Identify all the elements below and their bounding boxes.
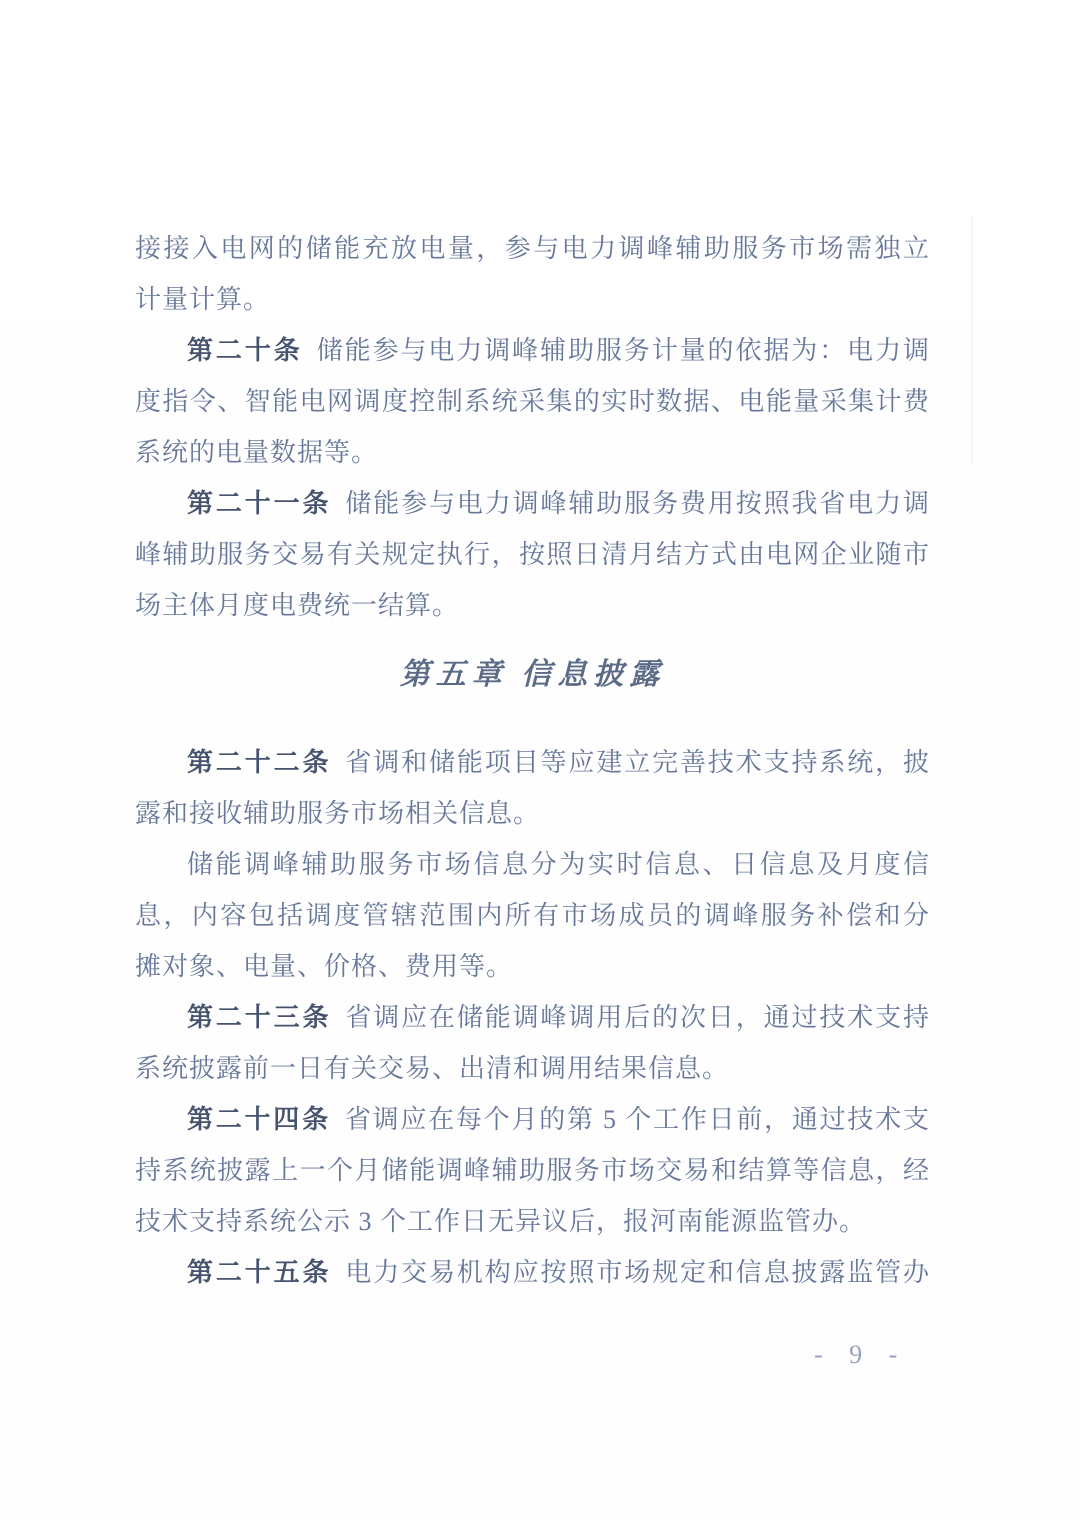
text-run: 省调应在每个月的第 5 个工作日前，通过技术支 — [344, 1105, 930, 1134]
article-number: 第二十五条 — [187, 1257, 332, 1287]
text-line — [135, 580, 930, 631]
text-line — [135, 1043, 930, 1094]
text-line — [135, 1145, 930, 1196]
article-number: 第二十三条 — [187, 1002, 332, 1032]
text-line — [135, 427, 930, 478]
text-run: 省调应在储能调峰调用后的次日，通过技术支持 — [345, 1003, 930, 1032]
text-line — [135, 1247, 930, 1298]
text-run: 系统披露前一日有关交易、出清和调用结果信息。 — [135, 1054, 730, 1083]
article-number: 第二十二条 — [187, 747, 332, 777]
text-run: 第五章 信息披露 — [399, 658, 666, 691]
text-line — [135, 1196, 930, 1247]
document-text-block — [135, 223, 930, 1298]
text-run: 峰辅助服务交易有关规定执行，按照日清月结方式由电网企业随市 — [135, 540, 930, 569]
text-run: 息，内容包括调度管辖范围内所有市场成员的调峰服务补偿和分 — [135, 901, 930, 930]
text-run: 持系统披露上一个月储能调峰辅助服务市场交易和结算等信息，经 — [135, 1156, 930, 1185]
text-run: 接接入电网的储能充放电量，参与电力调峰辅助服务市场需独立 — [135, 234, 930, 263]
text-run: 储能参与电力调峰辅助服务计量的依据为：电力调 — [316, 336, 930, 365]
text-line — [135, 737, 930, 788]
chapter-heading — [135, 647, 930, 703]
text-line — [135, 788, 930, 839]
text-line — [135, 941, 930, 992]
text-run: 场主体月度电费统一结算。 — [135, 591, 460, 620]
text-line — [135, 223, 930, 274]
text-line — [135, 376, 930, 427]
text-run: 系统的电量数据等。 — [135, 438, 379, 467]
scan-artifact-line — [971, 215, 973, 465]
text-run: 度指令、智能电网调度控制系统采集的实时数据、电能量采集计费 — [135, 387, 930, 416]
text-run: 电力交易机构应按照市场规定和信息披露监管办 — [345, 1258, 930, 1287]
text-line — [135, 325, 930, 376]
text-run: 摊对象、电量、价格、费用等。 — [135, 952, 514, 981]
text-run: 省调和储能项目等应建立完善技术支持系统，披 — [345, 748, 930, 777]
text-line — [135, 1094, 930, 1145]
text-line — [135, 478, 930, 529]
text-line — [135, 274, 930, 325]
text-line — [135, 839, 930, 890]
text-line — [135, 992, 930, 1043]
article-number: 第二十条 — [187, 335, 303, 365]
article-number: 第二十四条 — [187, 1104, 331, 1134]
text-line — [135, 890, 930, 941]
article-number: 第二十一条 — [187, 488, 332, 518]
text-run: 储能调峰辅助服务市场信息分为实时信息、日信息及月度信 — [187, 850, 930, 879]
text-run: 储能参与电力调峰辅助服务费用按照我省电力调 — [345, 489, 930, 518]
text-run: 技术支持系统公示 3 个工作日无异议后，报河南能源监管办。 — [135, 1207, 867, 1236]
page-number: - 9 - — [814, 1340, 908, 1369]
text-run: 计量计算。 — [135, 285, 271, 314]
text-line — [135, 529, 930, 580]
text-run: 露和接收辅助服务市场相关信息。 — [135, 799, 541, 828]
